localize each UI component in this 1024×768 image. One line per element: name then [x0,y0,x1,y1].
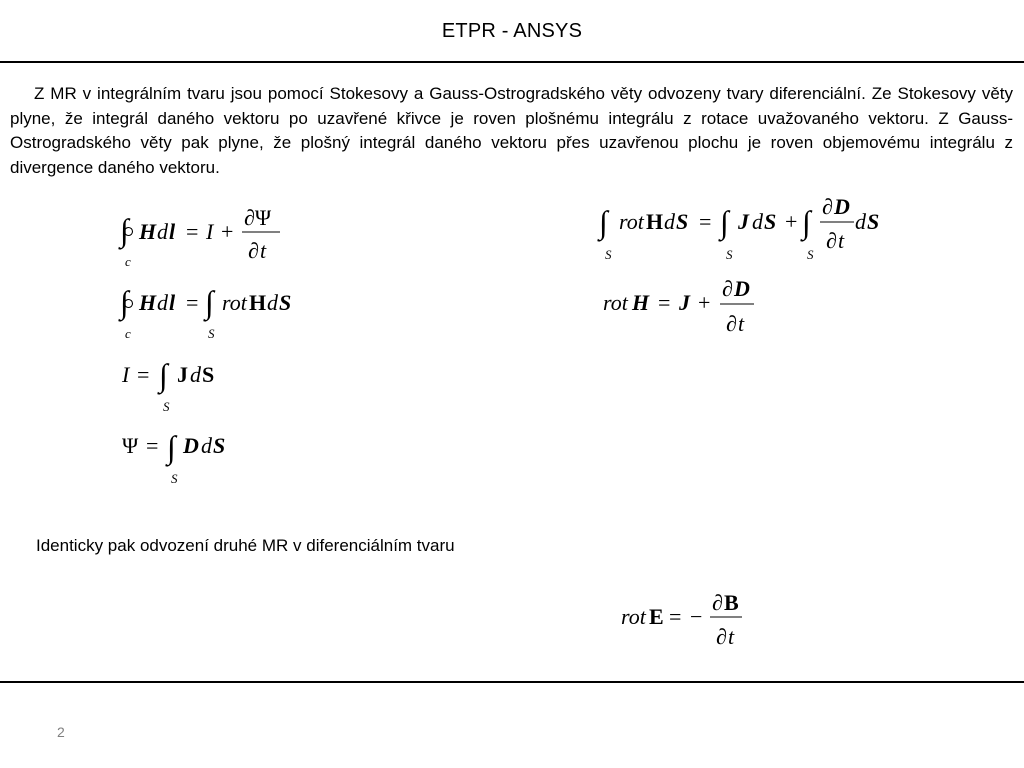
svg-text:S: S [279,290,292,315]
svg-text:∂: ∂ [712,590,723,615]
svg-text:H: H [646,209,664,234]
svg-text:rot: rot [621,604,646,629]
svg-text:D: D [734,276,750,301]
svg-text:H: H [632,290,650,315]
svg-text:S: S [807,247,814,262]
svg-text:J: J [738,209,749,234]
svg-text:c: c [125,254,131,269]
svg-text:H: H [139,290,157,315]
svg-text:=: = [658,290,671,315]
slide-title: ETPR - ANSYS [441,20,583,42]
svg-text:+: + [221,219,234,244]
svg-text:=: = [146,433,159,458]
derivation-note: Identicky pak odvození druhé MR v diferenciálním tvaru [36,536,455,555]
svg-text:∫: ∫ [599,204,608,240]
slide-number: 2 [57,724,65,740]
svg-text:∫: ∫ [205,284,214,320]
svg-text:d: d [157,219,168,244]
footer-divider [0,681,1024,683]
svg-text:∂: ∂ [722,276,733,301]
svg-text:D: D [183,433,199,458]
svg-text:∂Ψ: ∂Ψ [244,205,272,230]
svg-text:I: I [122,362,130,387]
svg-text:l: l [169,290,176,315]
svg-text:B: B [724,590,739,615]
svg-text:S: S [171,471,178,486]
svg-text:d: d [752,209,763,234]
svg-text:=: = [699,209,712,234]
svg-text:=: = [186,219,199,244]
svg-text:∂: ∂ [826,228,837,253]
svg-text:J: J [177,362,188,387]
svg-text:∂: ∂ [726,311,737,336]
svg-text:c: c [125,326,131,341]
svg-text:∫: ∫ [720,204,729,240]
svg-text:E: E [649,604,664,629]
svg-text:∫: ∫ [802,204,811,240]
svg-text:H: H [139,219,157,244]
svg-text:+: + [698,290,711,315]
svg-text:∫: ∫ [120,212,129,248]
svg-text:=: = [137,362,150,387]
svg-text:+: + [785,209,798,234]
svg-text:S: S [676,209,689,234]
svg-text:H: H [249,290,267,315]
svg-text:d: d [267,290,278,315]
svg-text:rot: rot [619,209,644,234]
svg-text:∂: ∂ [248,238,259,263]
svg-text:S: S [726,247,733,262]
svg-text:t: t [728,624,735,649]
svg-text:D: D [834,194,850,219]
svg-text:∂: ∂ [822,194,833,219]
svg-text:=: = [186,290,199,315]
svg-text:d: d [855,209,866,234]
svg-text:S: S [867,209,880,234]
svg-text:S: S [163,399,170,414]
svg-text:Ψ: Ψ [122,433,139,458]
svg-text:l: l [169,219,176,244]
svg-text:t: t [838,228,845,253]
svg-text:J: J [679,290,690,315]
svg-text:=: = [669,604,682,629]
svg-text:d: d [201,433,212,458]
svg-text:S: S [605,247,612,262]
intro-paragraph: Z MR v integrálním tvaru jsou pomocí Stokesovy a Gauss-Ostrogradského věty odvozeny tvary diferenciální. Ze Stokesovy věty plyne, že integrál daného vektoru po uzavřené křivce je roven plošnému integrálu z rotace uvažovaného vektoru. Z Gauss-Ostrogradského věty pak plyne, že plošný integrál daného vektoru přes uzavřenou plochu je roven objemovému integrálu z divergence daného vektoru. [10,84,1013,177]
svg-text:I: I [206,219,214,244]
svg-text:t: t [738,311,745,336]
svg-text:d: d [157,290,168,315]
svg-text:rot: rot [603,290,628,315]
svg-text:S: S [764,209,777,234]
svg-text:S: S [202,362,215,387]
svg-text:∫: ∫ [167,429,176,465]
svg-text:d: d [664,209,675,234]
svg-text:∫: ∫ [120,284,129,320]
svg-text:rot: rot [222,290,247,315]
svg-text:d: d [190,362,201,387]
svg-text:S: S [213,433,226,458]
svg-text:−: − [690,604,703,629]
svg-text:t: t [260,238,267,263]
svg-text:S: S [208,326,215,341]
svg-text:∂: ∂ [716,624,727,649]
svg-text:∫: ∫ [159,357,168,393]
